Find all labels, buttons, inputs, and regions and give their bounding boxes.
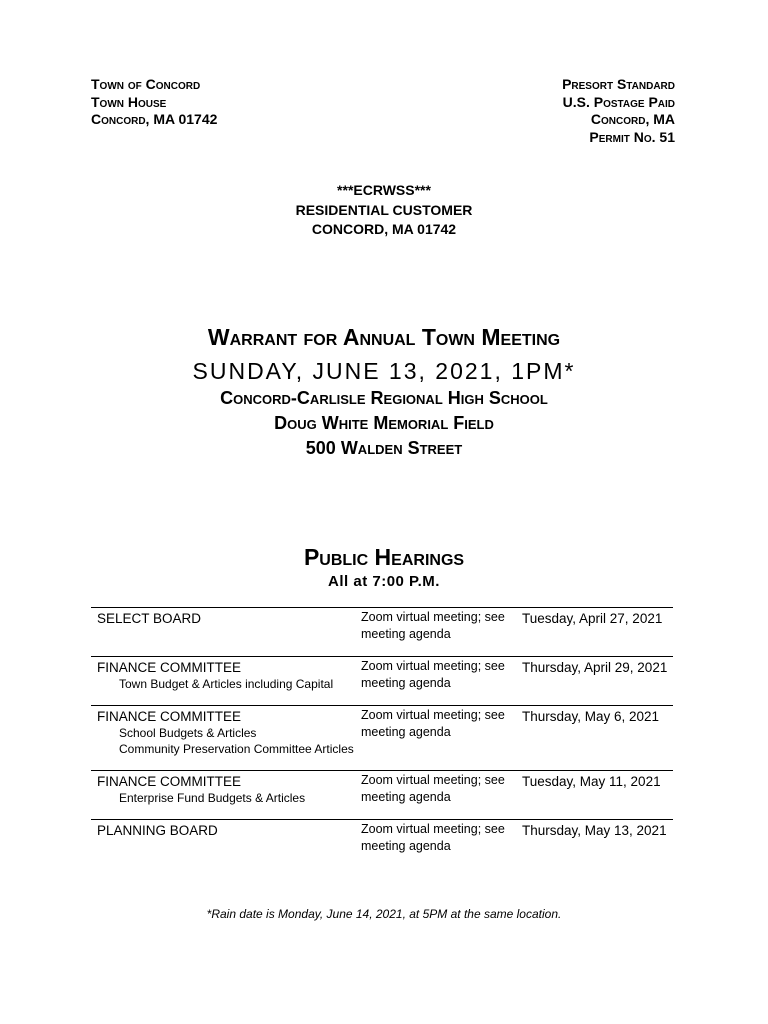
hearing-body-name: FINANCE COMMITTEE <box>97 709 241 724</box>
hearing-body <box>97 822 218 839</box>
venue-line: Concord-Carlisle Regional High School <box>220 388 548 408</box>
hearings-title: Public Hearings <box>303 544 465 570</box>
return-address-line: Concord, MA 01742 <box>91 111 218 127</box>
venue-line: Doug White Memorial Field <box>274 413 494 433</box>
hearing-body-name: SELECT BOARD <box>97 611 202 626</box>
venue-line: 500 Walden Street <box>305 438 463 458</box>
postage-line: U.S. Postage Paid <box>562 93 675 110</box>
hearing-date: Thursday, May 6, 2021 <box>522 709 660 724</box>
hearing-date: Thursday, April 29, 2021 <box>522 660 668 675</box>
hearing-format: Zoom virtual meeting; see meeting agenda <box>361 822 505 853</box>
hearing-row <box>91 656 673 705</box>
return-address-line: Town House <box>91 93 167 110</box>
hearing-topic: School Budgets & Articles <box>119 726 257 740</box>
hearing-body <box>97 659 333 692</box>
hearing-format: Zoom virtual meeting; see meeting agenda <box>361 773 505 804</box>
hearing-format: Zoom virtual meeting; see meeting agenda <box>361 610 505 641</box>
postage-line: Presort Standard <box>562 76 675 92</box>
hearing-topic: Enterprise Fund Budgets & Articles <box>119 791 306 805</box>
hearing-topic: Town Budget & Articles including Capital <box>119 677 334 691</box>
postage-line: Concord, MA <box>590 111 675 127</box>
hearings-subtitle: All at 7:00 P.M. <box>328 573 440 590</box>
return-address-line: Town of Concord <box>91 76 201 92</box>
hearing-body <box>97 773 305 806</box>
hearing-row <box>91 607 673 656</box>
hearing-date: Tuesday, April 27, 2021 <box>522 611 663 626</box>
hearing-topic: Community Preservation Committee Articles <box>119 742 354 756</box>
postage-indicia <box>562 76 675 146</box>
hearing-body <box>97 610 201 627</box>
hearing-date: Tuesday, May 11, 2021 <box>522 774 661 789</box>
hearings-table <box>91 607 673 868</box>
rain-date-footnote: *Rain date is Monday, June 14, 2021, at 5PM at the same location. <box>206 907 562 921</box>
return-address <box>91 76 217 129</box>
hearing-body-name: FINANCE COMMITTEE <box>97 774 241 789</box>
hearing-format: Zoom virtual meeting; see meeting agenda <box>361 659 505 690</box>
warrant-title: Warrant for Annual Town Meeting <box>207 324 561 350</box>
venue-block <box>0 386 768 461</box>
hearing-date: Thursday, May 13, 2021 <box>522 823 667 838</box>
hearing-body-name: PLANNING BOARD <box>97 823 218 838</box>
hearing-body-name: FINANCE COMMITTEE <box>97 660 241 675</box>
addressee-block <box>0 181 768 240</box>
postage-line: Permit No. 51 <box>589 128 675 145</box>
addressee-line: ***ECRWSS*** <box>337 182 431 198</box>
addressee-line: RESIDENTIAL CUSTOMER <box>295 201 473 218</box>
hearing-row <box>91 705 673 770</box>
hearing-row <box>91 770 673 819</box>
hearing-body <box>97 708 354 757</box>
addressee-line: CONCORD, MA 01742 <box>311 221 457 237</box>
meeting-date: SUNDAY, JUNE 13, 2021, 1PM* <box>192 358 576 384</box>
hearing-row <box>91 819 673 868</box>
hearing-format: Zoom virtual meeting; see meeting agenda <box>361 708 505 739</box>
